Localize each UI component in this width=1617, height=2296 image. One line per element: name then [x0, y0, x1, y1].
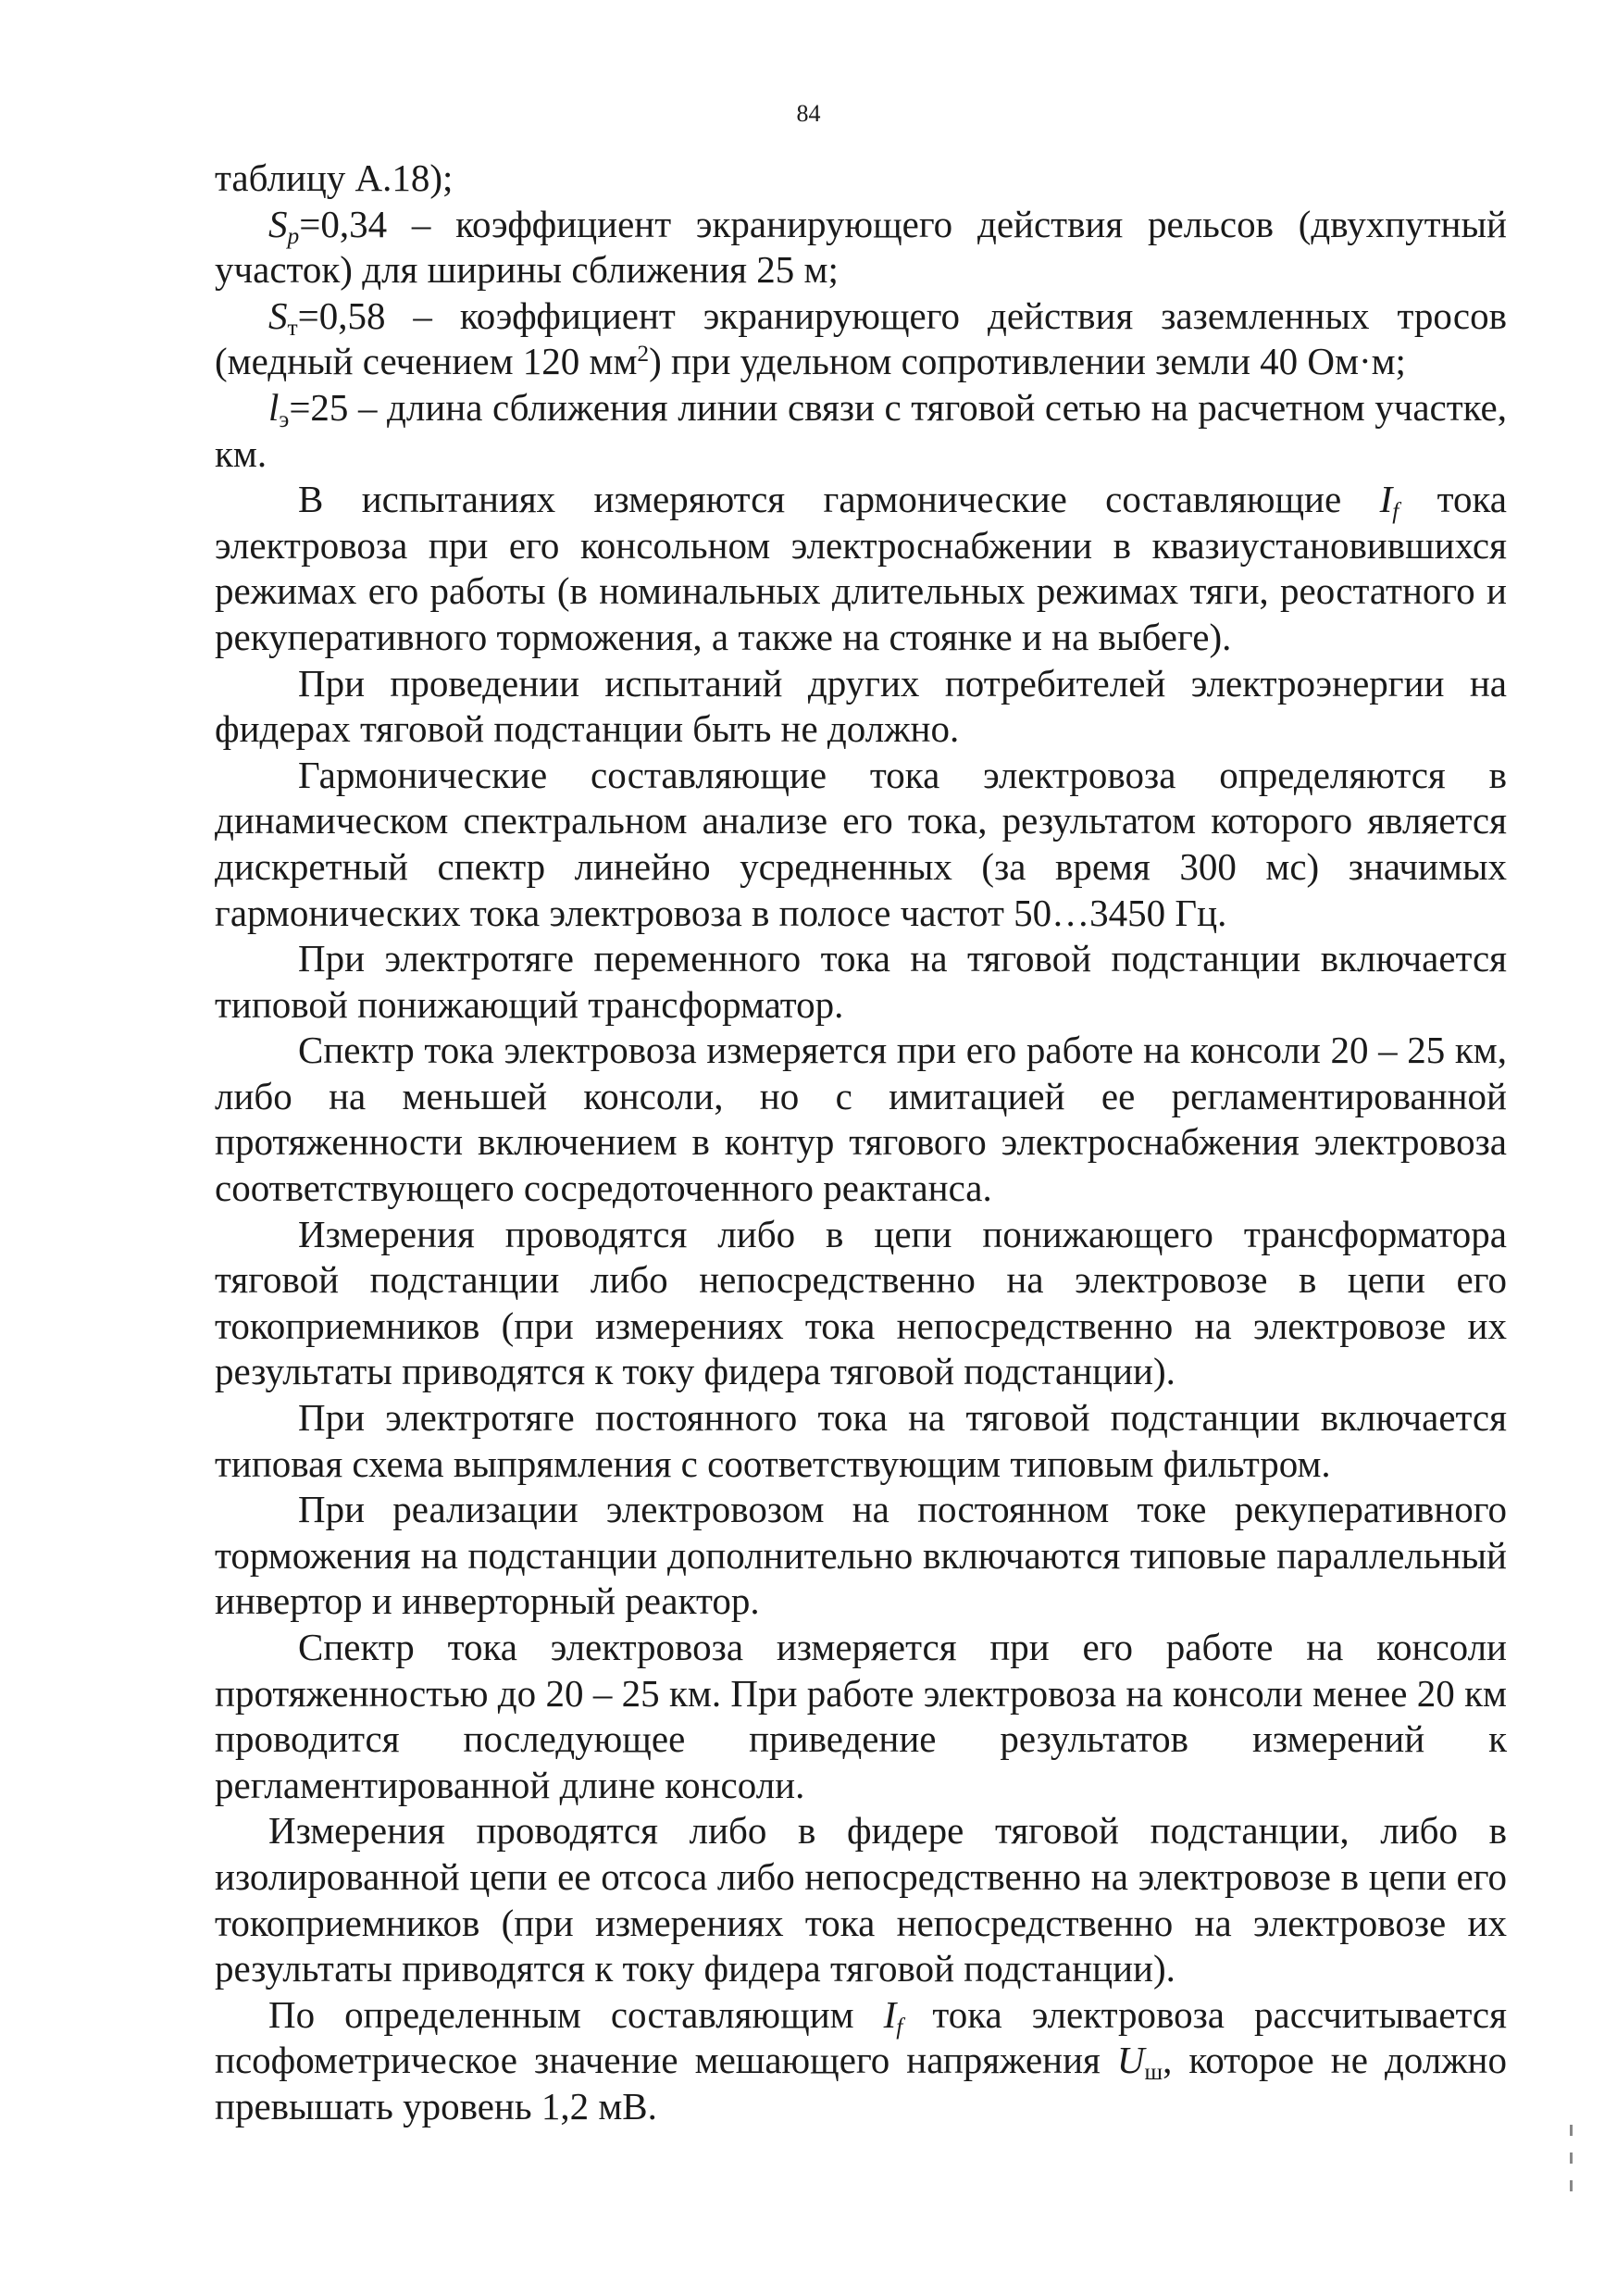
paragraph-11: [215, 1992, 1507, 2130]
subscript-f: f: [896, 2013, 903, 2040]
paragraph-11-middle: тока электровоза рассчитывается псофометрическое значение мешающего напряжения: [215, 1992, 1507, 2082]
document-body: [215, 156, 1507, 2130]
paragraph-7: При электротяге постоянного тока на тяговой подстанции включается типовая схема выпрямления с соответствующим типовым фильтром.: [215, 1396, 1507, 1485]
paragraph-1: [215, 477, 1507, 660]
paragraph-5: Спектр тока электровоза измеряется при его работе на консоли 20 – 25 км, либо на меньшей консоли, но с имитацией ее регламентированной протяженности включением в контур тягового электроснабжения электровоза соответствующего сосредоточенного реактанса.: [215, 1029, 1507, 1210]
definition-le: [215, 385, 1507, 477]
definition-st-text-end: ) при удельном сопротивлении земли 40 Ом·м;: [649, 340, 1406, 383]
intro-line: таблицу А.18);: [215, 156, 454, 199]
subscript-f: f: [1392, 498, 1399, 525]
definition-sp: [215, 202, 1507, 293]
symbol-s: S: [268, 202, 288, 245]
paragraph-2: При проведении испытаний других потребителей электроэнергии на фидерах тяговой подстанции быть не должно.: [215, 661, 1507, 751]
paragraph-11-start: По определенным составляющим: [268, 1992, 884, 2036]
paragraph-8: При реализации электровозом на постоянном токе рекуперативного торможения на подстанции дополнительно включаются типовые параллельный инвертор и инверторный реактор.: [215, 1488, 1507, 1623]
paragraph-9: Спектр тока электровоза измеряется при его работе на консоли протяженностью до 20 – 25 км. При работе электровоза на консоли менее 20 км проводится последующее приведение результатов измерений к регламентированной длине консоли.: [215, 1626, 1507, 1806]
paragraph-6: Измерения проводятся либо в цепи понижающего трансформатора тяговой подстанции либо непосредственно на электровозе в цепи его токоприемников (при измерениях тока непосредственно на электровозе их результаты приводятся к току фидера тяговой подстанции).: [215, 1212, 1507, 1393]
definition-st-text: =0,58 – коэффициент экранирующего действия заземленных тросов (медный сечением 120 мм: [215, 293, 1507, 383]
paragraph-10: Измерения проводятся либо в фидере тяговой подстанции, либо в изолированной цепи ее отсоса либо непосредственно на электровозе в цепи его токоприемников (при измерениях тока непосредственно на электровозе их результаты приводятся к току фидера тяговой подстанции).: [215, 1809, 1507, 1990]
page-number: 84: [796, 100, 821, 127]
paragraph-11-end: , которое не должно превышать уровень 1,2 мВ.: [215, 2039, 1507, 2128]
definition-st: [215, 293, 1507, 385]
definition-le-text: =25 – длина сближения линии связи с тяговой сетью на расчетном участке, км.: [215, 385, 1507, 475]
symbol-s: S: [268, 293, 288, 337]
subscript-e: э: [279, 406, 290, 433]
symbol-u: U: [1116, 2039, 1145, 2082]
paragraph-1-end: тока электровоза при его консольном электроснабжении в квазиустановившихся режимах его работы (в номинальных длительных режимах тяги, реостатного и рекуперативного торможения, а также на стоянке и на выбеге).: [215, 478, 1508, 658]
subscript-sh: ш: [1144, 2059, 1163, 2086]
subscript-p: p: [287, 222, 300, 249]
paragraph-3: Гармонические составляющие тока электровоза определяются в динамическом спектральном анализе его тока, результатом которого является дискретный спектр линейно усредненных (за время 300 мс) значимых гармонических тока электровоза в полосе частот 50…3450 Гц.: [215, 753, 1507, 934]
definition-sp-text: =0,34 – коэффициент экранирующего действия рельсов (двухпутный участок) для ширины сближения 25 м;: [215, 202, 1507, 292]
paragraph-4: При электротяге переменного тока на тяговой подстанции включается типовой понижающий трансформатор.: [215, 937, 1507, 1026]
subscript-t: т: [287, 314, 298, 341]
symbol-i: I: [883, 1992, 897, 2036]
symbol-l: l: [268, 385, 280, 429]
scan-mark: [1570, 2180, 1573, 2191]
symbol-i: I: [1379, 478, 1393, 521]
scan-mark: [1570, 2125, 1573, 2136]
superscript-2: 2: [637, 341, 650, 368]
paragraph-1-start: В испытаниях измеряются гармонические составляющие: [298, 478, 1380, 521]
scan-mark: [1570, 2152, 1573, 2164]
